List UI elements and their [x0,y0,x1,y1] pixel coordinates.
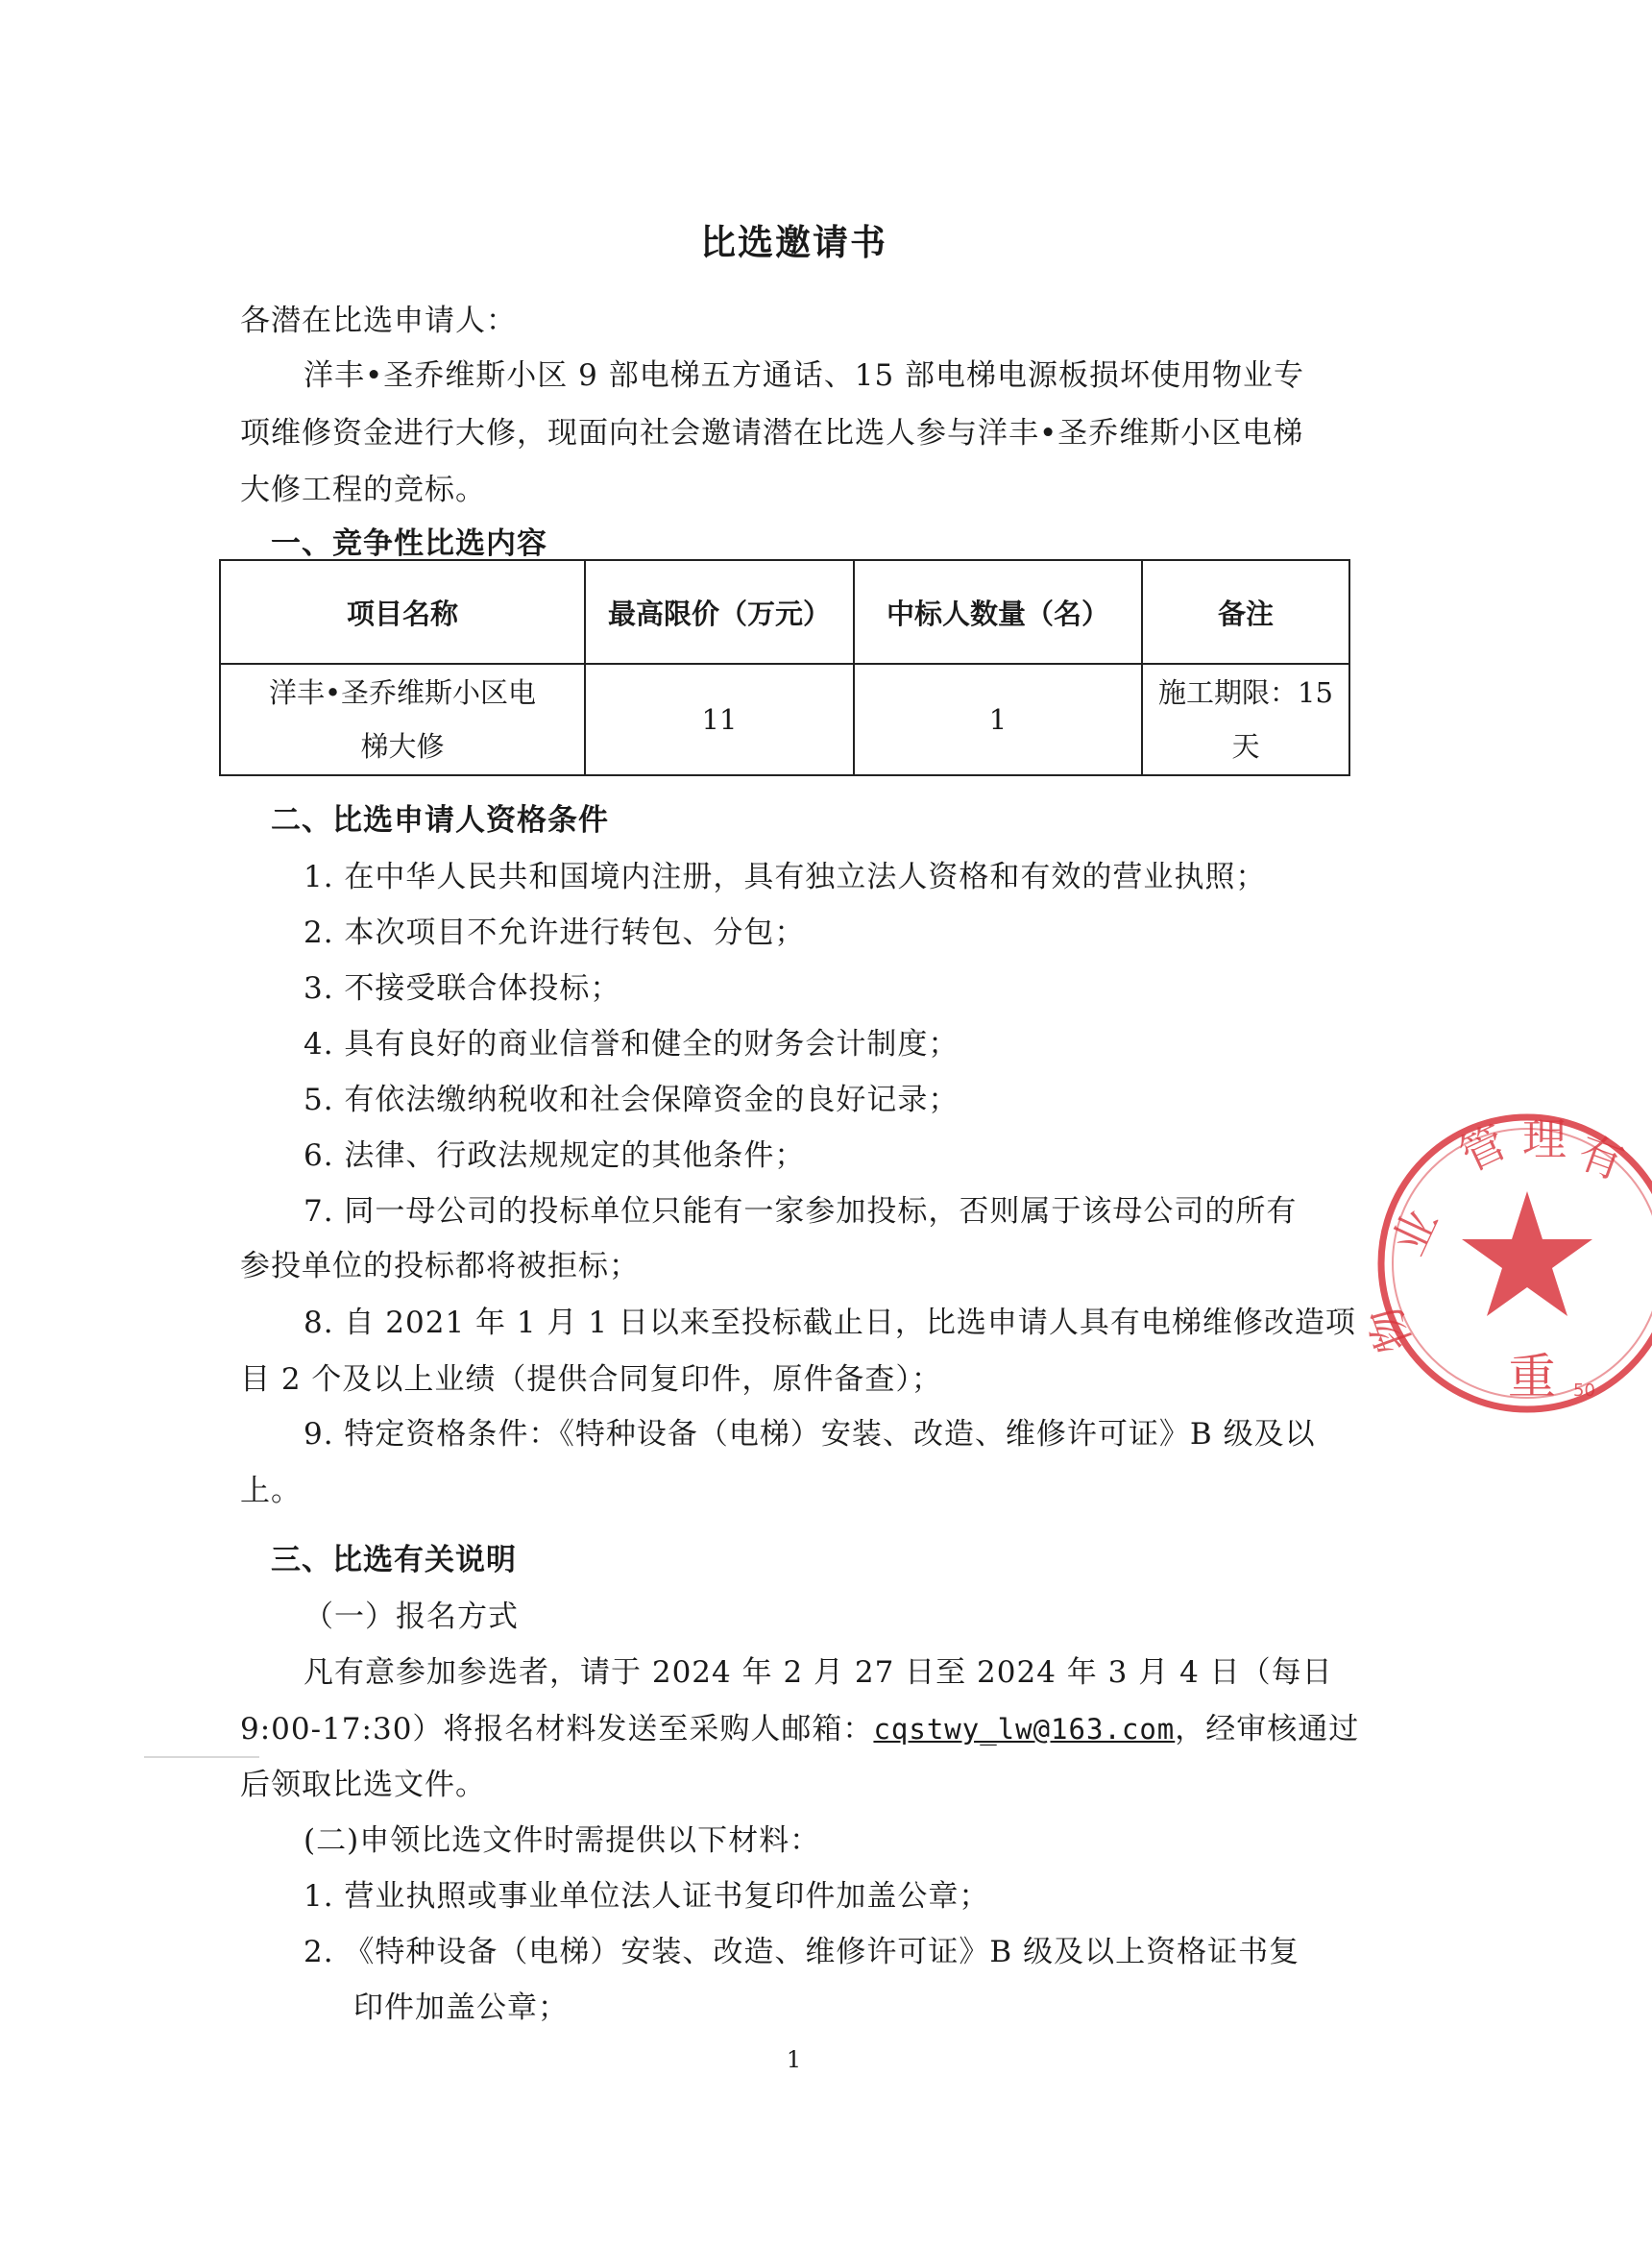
qualification-item: 2. 本次项目不允许进行转包、分包； [304,916,806,950]
table-header-cell: 中标人数量（名） [854,560,1142,664]
project-name-line: 洋丰•圣乔维斯小区电 [268,676,537,709]
qualification-item: 4. 具有良好的商业信誉和健全的财务会计制度； [304,1027,960,1062]
qualification-item-cont: 上。 [240,1474,302,1508]
winners-cell: 1 [854,664,1142,775]
project-name-cell [220,664,585,775]
sub-heading-materials: (二)申领比选文件时需提供以下材料： [304,1823,821,1858]
qualification-item: 1. 在中华人民共和国境内注册，具有独立法人资格和有效的营业执照； [304,860,1267,894]
table-header-cell: 备注 [1142,560,1349,664]
table-header-cell: 项目名称 [220,560,585,664]
table-row [220,664,1349,775]
registration-line-2 [240,1704,1359,1747]
registration-line-3: 后领取比选文件。 [240,1768,486,1802]
svg-text:物: 物 [1357,1300,1422,1359]
intro-line-3: 大修工程的竞标。 [240,473,486,507]
table-header-cell: 最高限价（万元） [585,560,854,664]
salutation: 各潜在比选申请人： [240,304,517,338]
registration-text: 9:00-17:30）将报名材料发送至采购人邮箱： [240,1712,874,1746]
section3-heading: 三、比选有关说明 [271,1543,517,1577]
qualification-item: 6. 法律、行政法规规定的其他条件； [304,1138,806,1173]
svg-text:管: 管 [1451,1115,1515,1182]
registration-line-1: 凡有意参加参选者，请于 2024 年 2 月 27 日至 2024 年 3 月 4 日（每日 [304,1655,1333,1690]
registration-text: ，经审核通过 [1175,1712,1360,1746]
table-header-row [220,560,1349,664]
qualification-item: 5. 有依法缴纳税收和社会保障资金的良好记录； [304,1083,960,1117]
svg-text:重: 重 [1508,1349,1556,1404]
remark-line: 天 [1231,730,1260,763]
page-number: 1 [786,2046,802,2073]
scan-artifact-line [144,1756,259,1758]
qualification-item: 9. 特定资格条件：《特种设备（电梯）安装、改造、维修许可证》B 级及以 [304,1417,1316,1452]
document-title: 比选邀请书 [700,221,887,263]
section1-heading: 一、竞争性比选内容 [271,526,547,561]
remark-line: 施工期限：15 [1158,676,1333,709]
seal-digits: 50 [1573,1380,1595,1401]
remark-cell [1142,664,1349,775]
intro-line-2: 项维修资金进行大修，现面向社会邀请潜在比选人参与洋丰•圣乔维斯小区电梯 [240,416,1304,451]
company-seal-icon [1357,1105,1652,1422]
intro-line-1: 洋丰•圣乔维斯小区 9 部电梯五方通话、15 部电梯电源板损坏使用物业专 [304,358,1305,393]
qualification-item: 8. 自 2021 年 1 月 1 日以来至投标截止日，比选申请人具有电梯维修改造项 [304,1306,1356,1340]
project-name-line: 梯大修 [360,730,445,763]
email-link[interactable]: cqstwy_lw@163.com [873,1713,1176,1746]
svg-text:理: 理 [1522,1113,1567,1165]
material-item-cont: 印件加盖公章； [353,1991,569,2025]
svg-text:业: 业 [1382,1201,1448,1263]
qualification-item-cont: 目 2 个及以上业绩（提供合同复印件，原件备查）； [240,1362,942,1397]
qualification-item: 3. 不接受联合体投标； [304,971,621,1006]
sub-heading-registration: （一）报名方式 [304,1600,519,1634]
material-item: 1. 营业执照或事业单位法人证书复印件加盖公章； [304,1879,990,1914]
max-price-cell: 11 [585,664,854,775]
bid-content-table [219,559,1350,776]
section2-heading: 二、比选申请人资格条件 [271,803,609,838]
qualification-item-cont: 参投单位的投标都将被拒标； [240,1249,640,1283]
svg-text:有: 有 [1571,1125,1631,1190]
qualification-item: 7. 同一母公司的投标单位只能有一家参加投标，否则属于该母公司的所有 [304,1194,1298,1229]
material-item: 2. 《特种设备（电梯）安装、改造、维修许可证》B 级及以上资格证书复 [304,1935,1300,1969]
